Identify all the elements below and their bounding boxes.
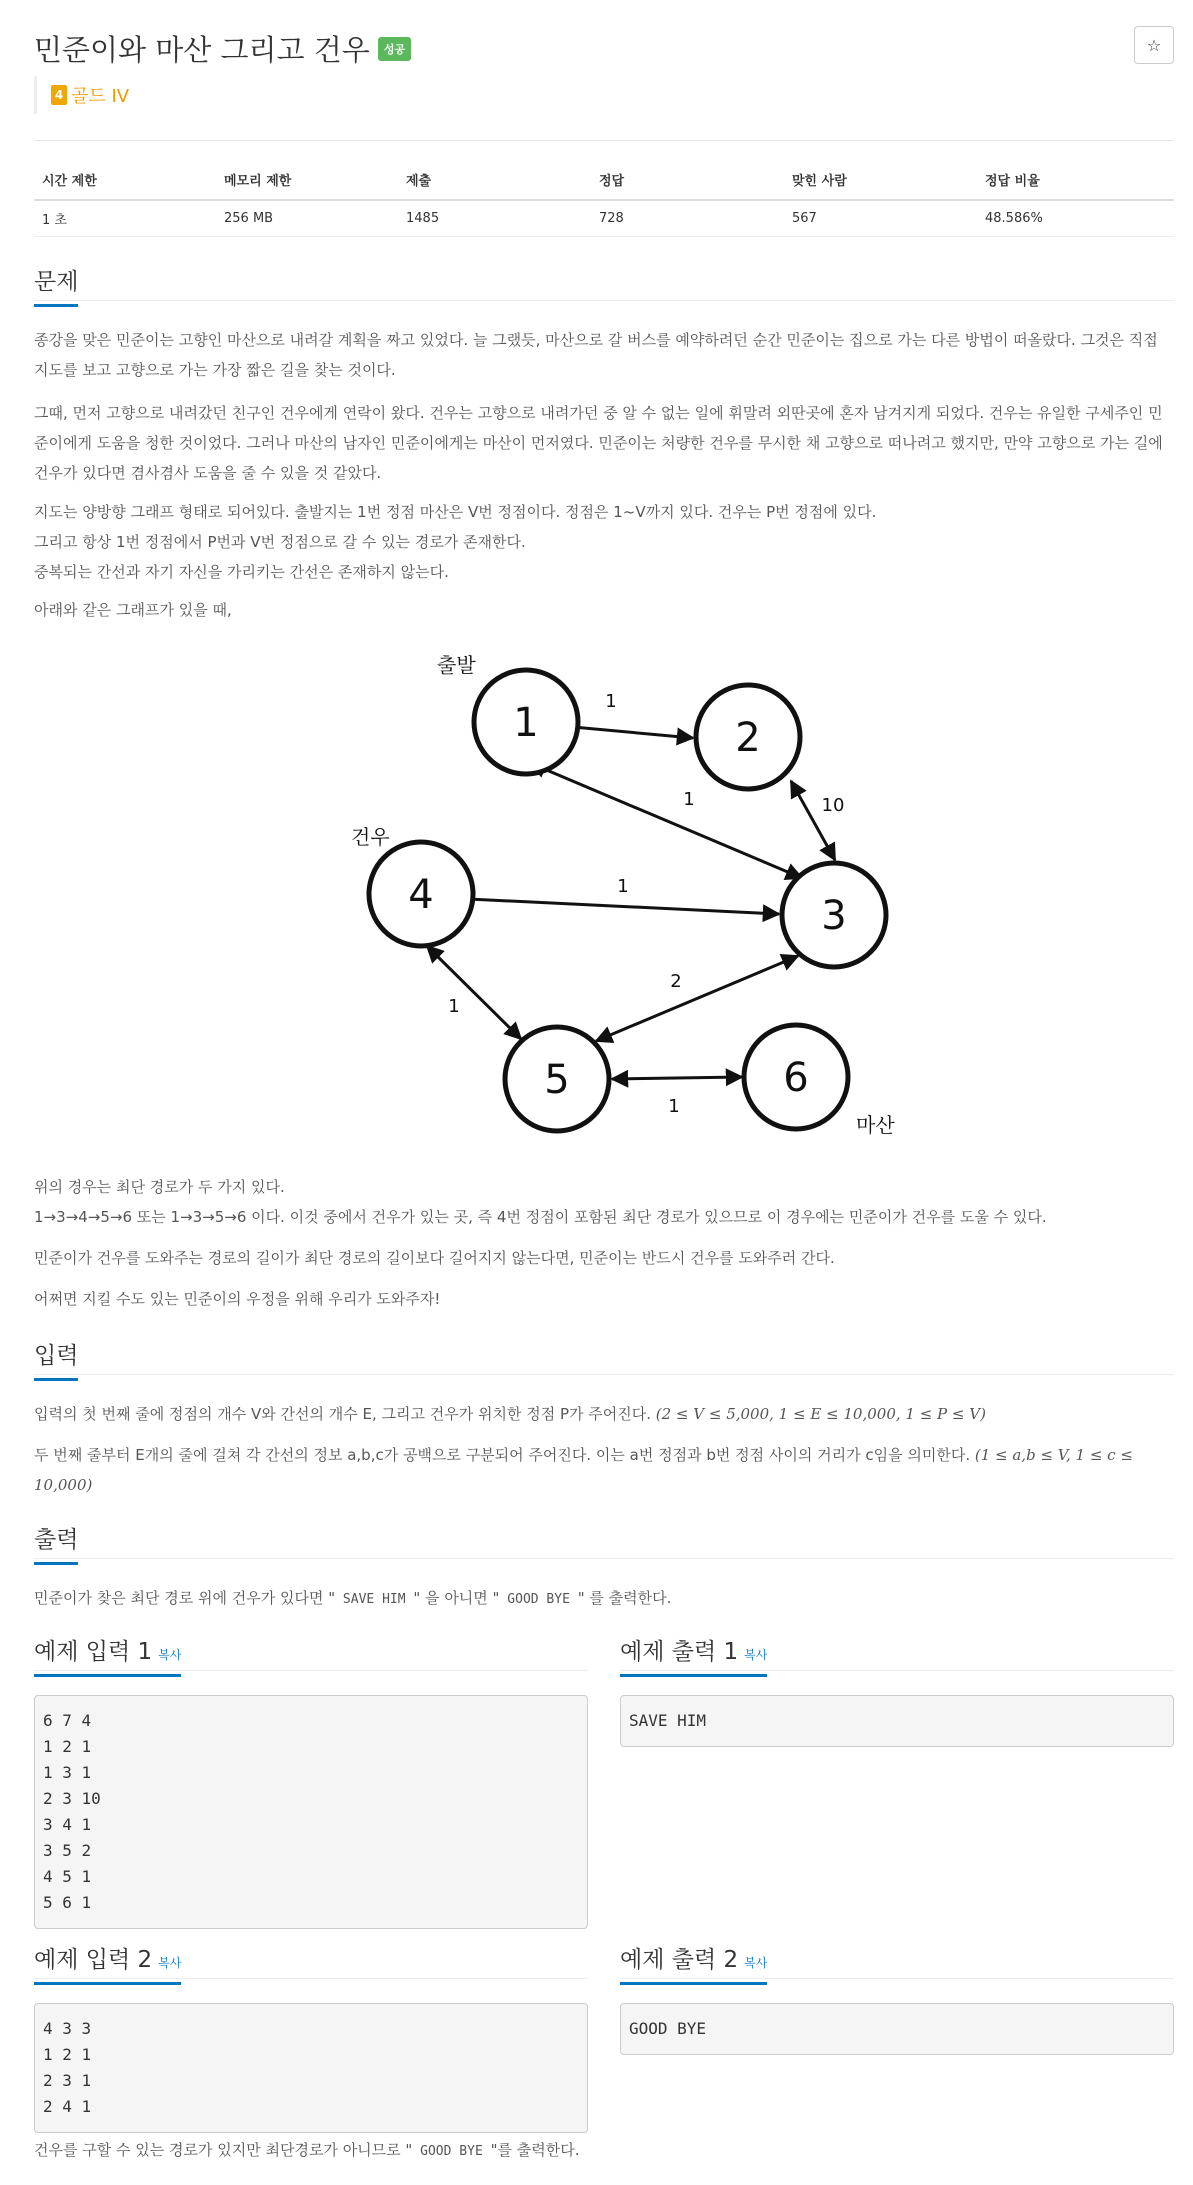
stats-header-submit: 제출 xyxy=(398,160,591,200)
sample-2-note: 건우를 구할 수 있는 경로가 있지만 최단경로가 아니므로 " GOOD BYE "를 출력한다. xyxy=(34,2141,580,2159)
title-row xyxy=(34,28,411,69)
output-heading: 출력 xyxy=(34,1521,78,1565)
graph-node-label-4: 4 xyxy=(408,872,434,918)
star-button[interactable] xyxy=(1134,26,1174,64)
sample-input-2[interactable]: 4 3 3 1 2 1 2 3 1 2 4 1 xyxy=(34,2003,588,2133)
description-paragraph-1: 종강을 맞은 민준이는 고향인 마산으로 내려갈 계획을 짜고 있었다. 늘 그랬듯, 마산으로 갈 버스를 예약하려던 순간 민준이는 집으로 가는 다른 방법이 떠올랐다. 그것은 직접 지도를 보고 고향으로 가는 가장 짧은 길을 찾는 것이다. xyxy=(34,331,1158,379)
edge-5-6 xyxy=(612,1077,742,1079)
edge-weight-1-2: 1 xyxy=(605,691,617,712)
description-paragraph-2: 그때, 먼저 고향으로 내려갔던 친구인 건우에게 연락이 왔다. 건우는 고향으로 내려가던 중 알 수 없는 일에 휘말려 외딴곳에 혼자 남겨지게 되었다. 건우는 유일한 구세주인 민준이에게 도움을 청한 것이었다. 그러나 마산의 남자인 민준이에게는 마산이 먼저였다. 민준이는 처량한 건우를 무시한 채 고향으로 떠나려고 했지만, 만약 고향으로 가는 길에 건우가 있다면 겸사겸사 도움을 줄 수 있을 것 같았다. xyxy=(34,404,1163,482)
stats-header-correct: 정답 xyxy=(591,160,784,200)
copy-sample-output-2-button[interactable]: 복사 xyxy=(744,1956,768,1970)
description-line-4: 위의 경우는 최단 경로가 두 가지 있다. xyxy=(34,1178,285,1196)
graph-node-label-2: 2 xyxy=(735,715,761,761)
star-icon: ☆ xyxy=(1146,35,1162,55)
status-badge: 성공 xyxy=(378,37,411,61)
problem-stats-table xyxy=(34,160,1174,237)
output-description: 민준이가 찾은 최단 경로 위에 건우가 있다면 " SAVE HIM " 을 아니면 " GOOD BYE " 를 출력한다. xyxy=(34,1589,672,1607)
edge-weight-4-5: 1 xyxy=(448,996,460,1017)
graph-node-label-3: 3 xyxy=(821,893,847,939)
problem-page xyxy=(34,0,1174,2159)
description-line-5: 1→3→4→5→6 또는 1→3→5→6 이다. 이것 중에서 건우가 있는 곳, 즉 4번 정점이 포함된 최단 경로가 있으므로 이 경우에는 민준이가 건우를 도울 수 있다. xyxy=(34,1208,1047,1226)
stats-header-memory: 메모리 제한 xyxy=(216,160,398,200)
stats-header-solvers: 맞힌 사람 xyxy=(784,160,977,200)
description-paragraph-3 xyxy=(34,497,1174,587)
sample-input-1-line xyxy=(34,1670,588,1671)
input-heading-line xyxy=(34,1374,1174,1375)
tier-info[interactable] xyxy=(34,76,129,114)
stats-header-time: 시간 제한 xyxy=(34,160,216,200)
description-line-2: 그리고 항상 1번 정점에서 P번과 V번 정점으로 갈 수 있는 경로가 존재한다. xyxy=(34,533,526,551)
sample-input-2-line xyxy=(34,1978,588,1979)
graph-node-label-5: 5 xyxy=(544,1057,570,1103)
stats-value-row xyxy=(34,200,1174,237)
copy-sample-input-2-button[interactable]: 복사 xyxy=(158,1956,182,1970)
stats-ratio: 48.586% xyxy=(977,200,1174,237)
stats-header-row xyxy=(34,160,1174,200)
copy-sample-output-1-button[interactable]: 복사 xyxy=(744,1648,768,1662)
sample-output-1[interactable]: SAVE HIM xyxy=(620,1695,1174,1747)
problem-header xyxy=(34,0,1174,140)
edge-4-3 xyxy=(427,897,779,914)
code-good-bye: GOOD BYE xyxy=(499,1592,578,1607)
output-heading-line xyxy=(34,1558,1174,1559)
graph-diagram xyxy=(329,638,929,1158)
sample-output-2-heading: 예제 출력 2 복사 xyxy=(620,1941,767,1985)
problem-title: 민준이와 마산 그리고 건우 xyxy=(34,33,370,67)
graph-node-label-6: 6 xyxy=(783,1055,809,1101)
input-heading: 입력 xyxy=(34,1337,78,1381)
edge-4-5 xyxy=(427,946,521,1039)
stats-time: 1 초 xyxy=(34,200,216,237)
input-description-line-2: 두 번째 줄부터 E개의 줄에 걸쳐 각 간선의 정보 a,b,c가 공백으로 구분되어 주어진다. 이는 a번 정점과 b번 정점 사이의 거리가 c임을 의미한다. (1 ≤ a,b ≤ V, 1 ≤ c ≤ 10,000) xyxy=(34,1446,1133,1494)
copy-sample-input-1-button[interactable]: 복사 xyxy=(158,1648,182,1662)
stats-solvers[interactable]: 567 xyxy=(784,200,977,237)
sample-output-1-heading: 예제 출력 1 복사 xyxy=(620,1633,767,1677)
code-save-him: SAVE HIM xyxy=(335,1592,414,1607)
graph-label-start: 출발 xyxy=(437,653,476,677)
stats-memory: 256 MB xyxy=(216,200,398,237)
description-heading-line xyxy=(34,300,1174,301)
description-paragraph-4: 아래와 같은 그래프가 있을 때, xyxy=(34,601,232,619)
stats-correct[interactable]: 728 xyxy=(591,200,784,237)
sample-input-1[interactable]: 6 7 4 1 2 1 1 3 1 2 3 10 3 4 1 3 5 2 4 5 1 5 6 1 xyxy=(34,1695,588,1929)
tier-icon: 4 xyxy=(51,85,67,105)
description-line-3: 중복되는 간선과 자기 자신을 가리키는 간선은 존재하지 않는다. xyxy=(34,563,449,581)
edge-weight-4-3: 1 xyxy=(617,876,629,897)
description-line-1: 지도는 양방향 그래프 형태로 되어있다. 출발지는 1번 정점 마산은 V번 정점이다. 정점은 1~V까지 있다. 건우는 P번 정점에 있다. xyxy=(34,503,877,521)
stats-submit[interactable]: 1485 xyxy=(398,200,591,237)
code-good-bye-note: GOOD BYE xyxy=(412,2144,491,2159)
sample-output-2[interactable]: GOOD BYE xyxy=(620,2003,1174,2055)
sample-input-1-heading: 예제 입력 1 복사 xyxy=(34,1633,181,1677)
edge-weight-1-3: 1 xyxy=(683,789,695,810)
tier-label: 골드 IV xyxy=(71,86,130,107)
header-divider xyxy=(34,140,1174,141)
sample-output-2-line xyxy=(620,1978,1174,1979)
edge-weight-5-6: 1 xyxy=(668,1096,680,1117)
stats-header-ratio: 정답 비율 xyxy=(977,160,1174,200)
description-paragraph-5 xyxy=(34,1172,1174,1232)
sample-output-1-line xyxy=(620,1670,1174,1671)
description-heading: 문제 xyxy=(34,263,78,307)
edge-2-3 xyxy=(791,781,835,860)
sample-input-2-heading: 예제 입력 2 복사 xyxy=(34,1941,181,1985)
description-paragraph-6: 민준이가 건우를 도와주는 경로의 길이가 최단 경로의 길이보다 길어지지 않는다면, 민준이는 반드시 건우를 도와주러 간다. xyxy=(34,1249,835,1267)
input-description-line-1: 입력의 첫 번째 줄에 정점의 개수 V와 간선의 개수 E, 그리고 건우가 위치한 정점 P가 주어진다. (2 ≤ V ≤ 5,000, 1 ≤ E ≤ 10,000, 1 ≤ P ≤ V) xyxy=(34,1405,986,1423)
graph-label-friend: 건우 xyxy=(351,825,390,849)
edge-3-5 xyxy=(596,956,798,1041)
edge-weight-3-5: 2 xyxy=(670,971,682,992)
graph-label-masan: 마산 xyxy=(856,1113,895,1137)
edge-weight-2-3: 10 xyxy=(821,795,845,816)
graph-node-label-1: 1 xyxy=(513,700,539,746)
description-paragraph-7: 어쩌면 지킬 수도 있는 민준이의 우정을 위해 우리가 도와주자! xyxy=(34,1290,441,1308)
